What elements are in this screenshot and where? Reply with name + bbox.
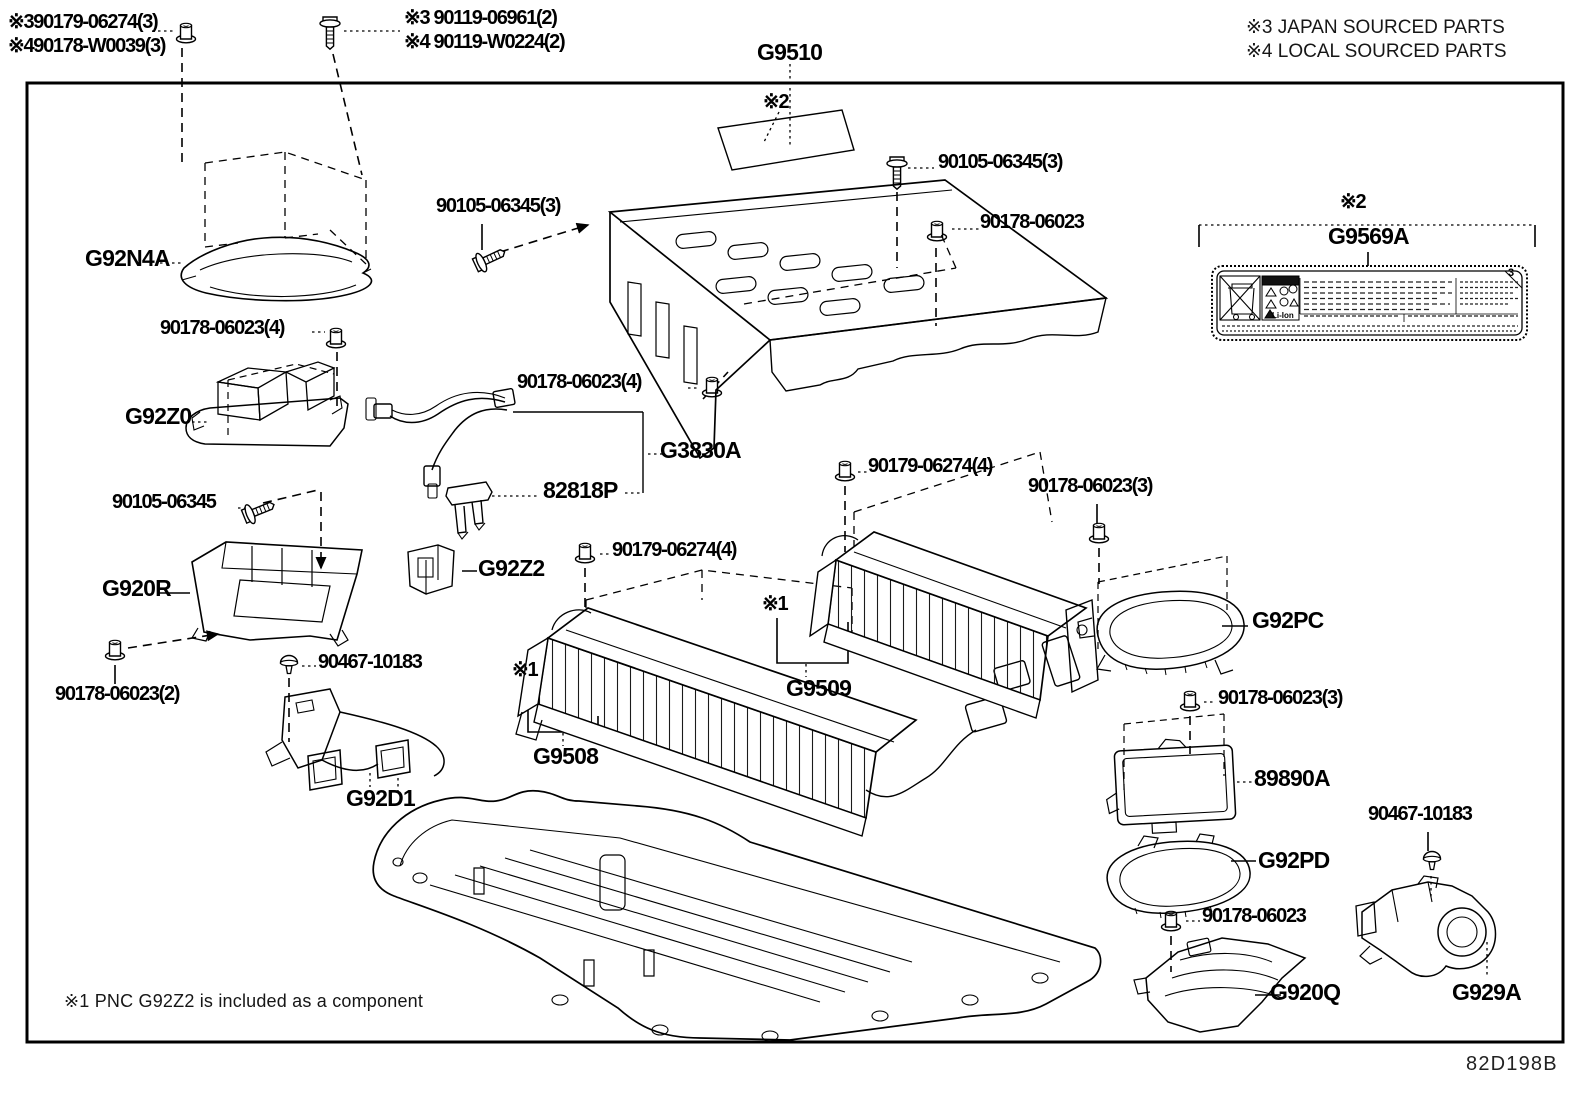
callout-90467-10183-left: 90467-10183 bbox=[318, 651, 422, 673]
callout-g92pd: G92PD bbox=[1258, 847, 1330, 873]
callout-90178-06023-3-ecu: 90178-06023(3) bbox=[1218, 687, 1343, 709]
callout-90178-06023-g920q: 90178-06023 bbox=[1202, 905, 1306, 927]
g920r-carrier-drawing bbox=[192, 542, 362, 646]
ref-mark-1-g9509: ※1 bbox=[762, 593, 788, 615]
callout-g92z2: G92Z2 bbox=[478, 555, 545, 581]
callout-89890a: 89890A bbox=[1254, 765, 1330, 791]
callout-90178-06023-right: 90178-06023 bbox=[980, 211, 1084, 233]
g92pc-cover-drawing bbox=[1078, 556, 1244, 675]
footnote-pnc-g92z2: ※1 PNC G92Z2 is included as a component bbox=[64, 991, 424, 1011]
battery-tray-drawing bbox=[373, 791, 1100, 1041]
callout-g3830a: G3830A bbox=[660, 437, 741, 463]
g92z0-block-drawing bbox=[186, 362, 348, 446]
clamp-82818p-drawing bbox=[446, 482, 492, 539]
callout-90105-06345-g920r: 90105-06345 bbox=[112, 491, 216, 513]
ref-mark-2-cover: ※2 bbox=[763, 91, 789, 113]
callout-g92n4a: G92N4A bbox=[85, 245, 170, 271]
callout-90105-06345-right: 90105-06345(3) bbox=[938, 151, 1063, 173]
callout-90179-06274-g9508: 90179-06274(4) bbox=[612, 539, 737, 561]
callout-g920r: G920R bbox=[102, 575, 171, 601]
sticker-liion-text: Li-Ion bbox=[1272, 311, 1294, 320]
callout-g9569a: G9569A bbox=[1328, 223, 1409, 249]
callout-90105-06345-left: 90105-06345(3) bbox=[436, 195, 561, 217]
callout-90178-06023-3-g92pc: 90178-06023(3) bbox=[1028, 475, 1153, 497]
g9569a-sticker-drawing bbox=[1212, 266, 1527, 340]
sticker-corner-mark: 3 bbox=[1508, 267, 1515, 279]
g92z2-clip-drawing bbox=[408, 545, 454, 594]
callout-90179-06274-top-left: ※390179-06274(3) bbox=[8, 11, 158, 33]
callout-90179-06274-g9509: 90179-06274(4) bbox=[868, 455, 993, 477]
callout-90178-06023-2: 90178-06023(2) bbox=[55, 683, 180, 705]
callout-g9508: G9508 bbox=[533, 743, 599, 769]
figure-code: 82D198B bbox=[1466, 1053, 1558, 1075]
g92n4a-cover-drawing bbox=[181, 152, 371, 301]
g929a-duct-drawing bbox=[1356, 876, 1496, 976]
callout-90467-10183-right: 90467-10183 bbox=[1368, 803, 1472, 825]
callout-g9509: G9509 bbox=[786, 675, 852, 701]
callout-g920q: G920Q bbox=[1270, 979, 1341, 1005]
callout-g92z0: G92Z0 bbox=[125, 403, 192, 429]
callout-g92pc: G92PC bbox=[1252, 607, 1324, 633]
ref-mark-1-g9508: ※1 bbox=[512, 659, 538, 681]
g92d1-duct-drawing bbox=[266, 689, 444, 790]
callout-90119-06961: ※3 90119-06961(2) bbox=[404, 7, 557, 29]
callout-g92d1: G92D1 bbox=[346, 785, 415, 811]
callout-g929a: G929A bbox=[1452, 979, 1521, 1005]
callout-82818p: 82818P bbox=[543, 477, 618, 503]
note-local-sourced-parts: ※4 LOCAL SOURCED PARTS bbox=[1246, 41, 1507, 62]
callout-90178-06023-4-cover: 90178-06023(4) bbox=[517, 371, 642, 393]
callout-90119-W0224: ※4 90119-W0224(2) bbox=[404, 31, 565, 53]
ref-mark-2-sticker: ※2 bbox=[1340, 191, 1366, 213]
callout-90178-W0039: ※490178-W0039(3) bbox=[8, 35, 166, 57]
note-japan-sourced-parts: ※3 JAPAN SOURCED PARTS bbox=[1246, 17, 1505, 38]
callout-90178-06023-4-g92z0: 90178-06023(4) bbox=[160, 317, 285, 339]
ecu-89890a-drawing bbox=[1104, 714, 1237, 836]
callout-g9510: G9510 bbox=[757, 39, 823, 65]
